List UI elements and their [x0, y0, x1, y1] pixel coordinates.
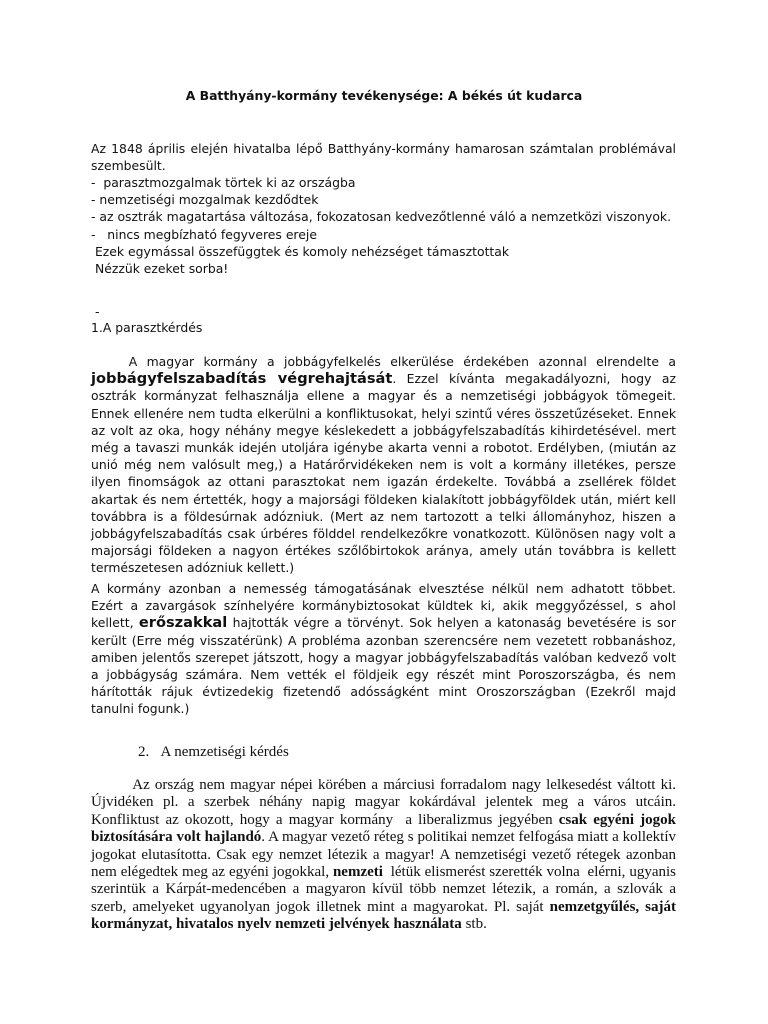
list-item: - nemzetiségi mozgalmak kezdődtek	[91, 192, 319, 208]
section2-paragraph	[91, 777, 680, 934]
s2-text: létük elismerést szerették volna elérni, ugyanis szerintük a Kárpát-medencében a magyaron kívül több nemzet létezik, a román, a szlovák a szerb, amelyeket ugyanolyan jogok illetnek mint a magyarokat. Pl. saját	[91, 864, 680, 915]
intro-text: Az 1848 április elején hivatalba lépő Batthyány-kormány hamarosan számtalan problémával szembesült.	[91, 141, 676, 174]
intro-line: Ezek egymással összefüggtek és komoly nehézséget támasztottak	[91, 243, 510, 259]
s1-text: A magyar kormány a jobbágyfelkelés elkerülése érdekében azonnal elrendelte a	[91, 354, 676, 369]
section2-number: 2.	[138, 744, 150, 760]
intro-line: Nézzük ezeket sorba!	[91, 261, 229, 277]
list-item: - nincs megbízható fegyveres ereje	[91, 226, 317, 242]
s1-text: . Ezzel kívánta megakadályozni, hogy az osztrák kormányzat felhasználja ellene a magyar és a nemzetiségi jobbágyok tömegeit. Ennek ellenére nem tudta elkerülni a konfliktusokat, helyi szintű véres összetűzéseket. Ennek az volt az oka, hogy néhány megye késlekedett a jobbágyfelszabadítás kihirdetésével. mert még a tavaszi munkák idején utoljára igénybe akarta venni a robotot. Erdélyben, (miután az unió még nem valósult meg,) a Határőrvidékeken nem is volt a kormány illetékes, persze ilyen finomságok az ottani parasztokat nem igazán érdekelte. Továbbá a zsellérek földet akartak és nem értették, hogy a majorsági földeken kialakított jobbágyföldek után, miért kell továbbra is a földesúrnak adózniuk. (Mert az nem tartozott a telki állományhoz, hiszen a jobbágyfelszabadítás csak úrbéres földdel rendelkezőkre vonatkozott. Különösen nagy volt a majorsági földeken a nagyon értékes szőlőbirtokok aránya, amely után továbbra is kellett természetesen adózniuk kellett.)	[91, 371, 676, 576]
intro-paragraph	[91, 140, 676, 174]
section2-title: A nemzetiségi kérdés	[160, 744, 289, 760]
page-title: A Batthyány-kormány tevékenysége: A békés út kudarca	[185, 88, 583, 103]
intro-list	[91, 174, 676, 277]
s2-text: . A magyar vezető réteg s politikai nemzet felfogása miatt a kollektív jogokat elutasította. Csak egy nemzet létezik a magyar! A nemzetiségi vezető rétegek azonban nem elégedtek meg az egyéni jogokkal,	[91, 829, 676, 881]
list-item: - parasztmozgalmak törtek ki az országba	[91, 175, 356, 190]
s2-bold-term: nemzetgyűlés, saját kormányzat, hivatalos nyelv nemzeti jelvények használata	[91, 898, 676, 933]
list-item: - az osztrák magatartása változása, fokozatosan kedvezőtlenné váló a nemzetközi viszonyok.	[91, 209, 672, 225]
section2-heading	[138, 744, 289, 761]
section1-paragraph-1	[91, 353, 676, 577]
section1-heading: 1.A parasztkérdés	[91, 320, 203, 335]
s1-text: hajtották végre a törvényt. Sok helyen a katonaság bevetésére is sor került (Erre még visszatérünk) A probléma azonban szerencsére nem vezetett robbanáshoz, amiben jelentős szerepet játszott, hogy a magyar jobbágyfelszabadítás valóban kedvező volt a jobbágyság számára. Nem vették el földjeik egy részét mint Poroszországba, és nem hárították rájuk évtizedekig fizetendő adósságként mint Oroszországban (Ezekről majd tanulni fogunk.)	[91, 615, 676, 717]
s2-bold-term: nemzeti	[332, 864, 383, 881]
stray-dash: -	[95, 304, 100, 319]
s1-bold-term: jobbágyfelszabadítás végrehajtását	[91, 370, 393, 388]
s2-bold-term: csak egyéni jogok biztosítására volt hajlandó	[91, 811, 676, 846]
section1-paragraph-2	[91, 580, 676, 718]
s1-text: A kormány azonban a nemesség támogatásának elvesztése nélkül nem adhatott többet. Ezért a zavargások színhelyére kormánybiztosokat küldtek ki, akik meggyőzéssel, s ahol kellett,	[91, 581, 676, 631]
s2-text: stb.	[461, 916, 487, 933]
s2-text: Az ország nem magyar népei körében a márciusi forradalom nagy lelkesedést váltott ki. Újvidéken pl. a szerbek néhány napig magyar kokárdával jelentek meg a város utcáin. Konfliktust az okozott, hogy a magyar kormány a liberalizmus jegyében	[91, 777, 680, 828]
s1-bold-term: erőszakkal	[138, 614, 228, 632]
